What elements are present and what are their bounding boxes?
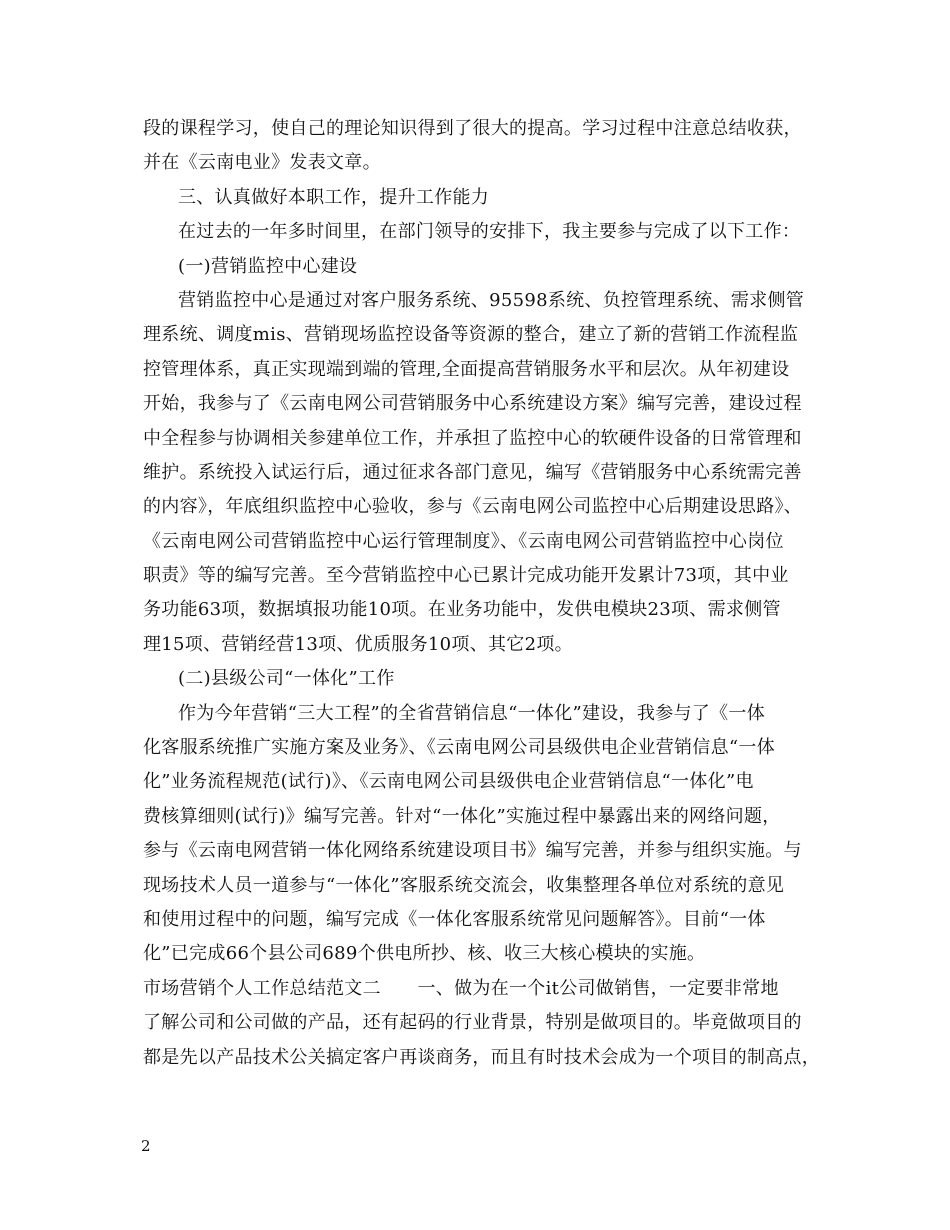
- text-line: 市场营销个人工作总结范文二 一、做为在一个it公司做销售，一定要非常地: [143, 977, 779, 999]
- text-line: (一)营销监控中心建设: [178, 255, 358, 277]
- text-line: 维护。系统投入试运行后，通过征求各部门意见，编写《营销服务中心系统需完善: [143, 461, 802, 483]
- text-line: 开始，我参与了《云南电网公司营销服务中心系统建设方案》编写完善，建设过程: [143, 393, 802, 415]
- text-line: 了解公司和公司做的产品，还有起码的行业背景，特别是做项目的。毕竟做项目的: [143, 1012, 802, 1034]
- text-line: 现场技术人员一道参与“一体化”客服系统交流会，收集整理各单位对系统的意见: [143, 874, 785, 896]
- text-line: 化客服系统推广实施方案及业务》、《云南电网公司县级供电企业营销信息“一体: [143, 737, 775, 759]
- text-line: 理系统、调度mis、营销现场监控设备等资源的整合，建立了新的营销工作流程监: [143, 324, 799, 346]
- text-line: 控管理体系，真正实现端到端的管理,全面提高营销服务水平和层次。从年初建设: [143, 358, 790, 380]
- text-line: 《云南电网公司营销监控中心运行管理制度》、《云南电网公司营销监控中心岗位: [143, 530, 784, 552]
- text-line: 费核算细则(试行)》编写完善。针对“一体化”实施过程中暴露出来的网络问题，: [143, 805, 781, 827]
- page-number: 2: [141, 1137, 151, 1155]
- text-line: 营销监控中心是通过对客户服务系统、95598系统、负控管理系统、需求侧管: [178, 289, 805, 311]
- text-line: 理15项、营销经营13项、优质服务10项、其它2项。: [143, 633, 573, 655]
- text-line: 参与《云南电网营销一体化网络系统建设项目书》编写完善，并参与组织实施。与: [143, 840, 802, 862]
- text-line: 三、认真做好本职工作，提升工作能力: [178, 186, 490, 208]
- text-line: 和使用过程中的问题，编写完成《一体化客服系统常见问题解答》。目前“一体: [143, 908, 766, 930]
- text-line: 职责》等的编写完善。至今营销监控中心已累计完成功能开发累计73项，其中业: [143, 565, 789, 587]
- text-line: 化”已完成66个县公司689个供电所抄、核、收三大核心模块的实施。: [143, 943, 706, 965]
- text-line: 务功能63项，数据填报功能10项。在业务功能中，发供电模块23项、需求侧管: [143, 599, 781, 621]
- text-line: 都是先以产品技术公关搞定客户再谈商务，而且有时技术会成为一个项目的制高点，: [143, 1046, 821, 1068]
- text-line: 化”业务流程规范(试行)》、《云南电网公司县级供电企业营销信息“一体化”电: [143, 771, 754, 793]
- text-line: 作为今年营销“三大工程”的全省营销信息“一体化”建设，我参与了《一体: [178, 702, 766, 724]
- body-text: [143, 112, 823, 1075]
- text-line: 中全程参与协调相关参建单位工作，并承担了监控中心的软硬件设备的日常管理和: [143, 427, 802, 449]
- text-line: 段的课程学习，使自己的理论知识得到了很大的提高。学习过程中注意总结收获，: [143, 118, 802, 139]
- text-line: 的内容》，年底组织监控中心验收，参与《云南电网公司监控中心后期建设思路》、: [143, 496, 803, 518]
- text-line: (二)县级公司“一体化”工作: [178, 668, 395, 690]
- text-line: 在过去的一年多时间里，在部门领导的安排下，我主要参与完成了以下工作：: [178, 221, 801, 243]
- text-line: 并在《云南电业》发表文章。: [143, 152, 381, 174]
